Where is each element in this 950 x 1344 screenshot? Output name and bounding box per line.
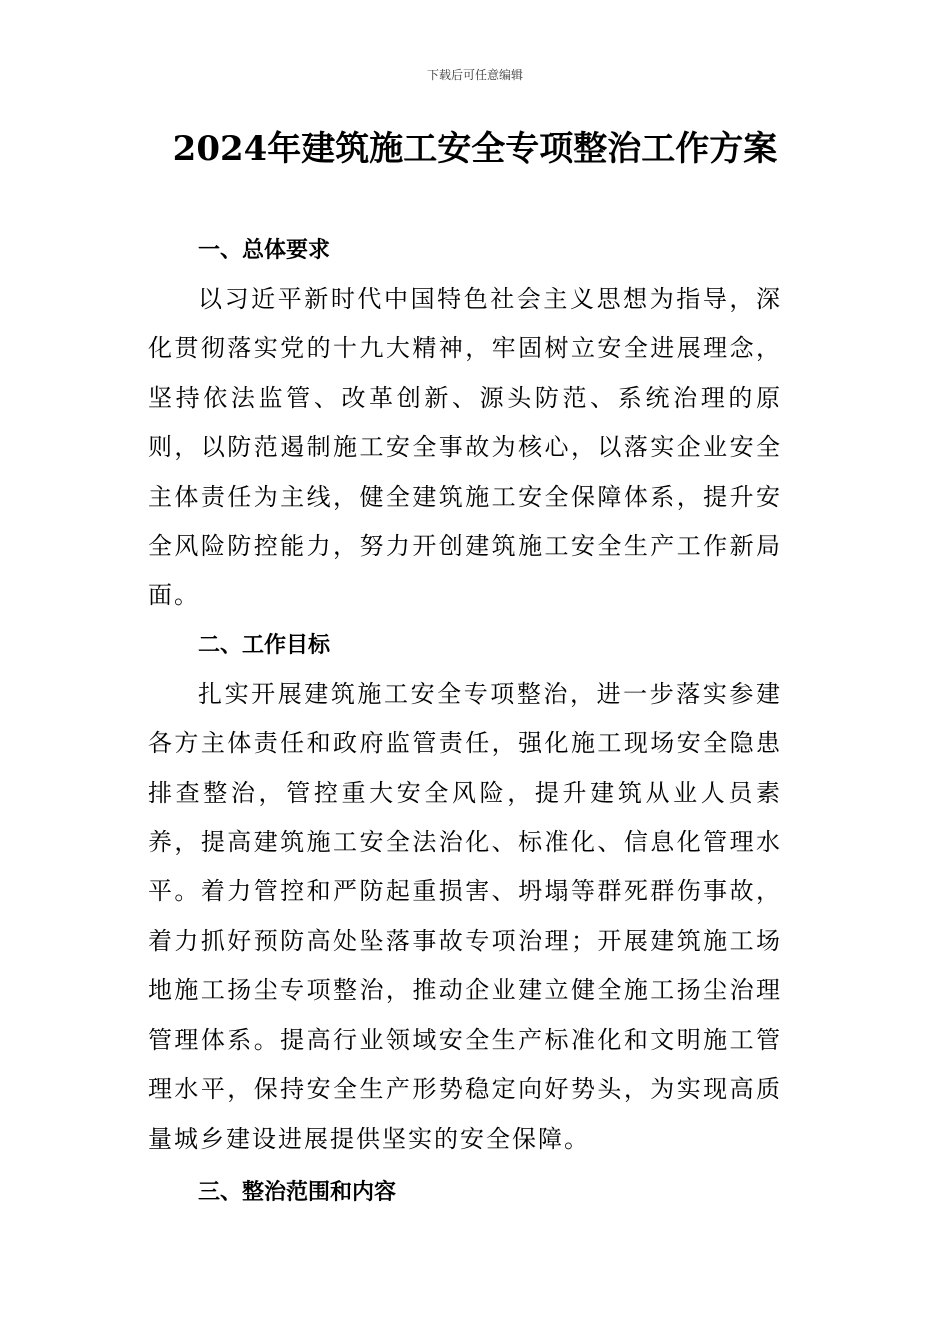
section-heading-scope-and-content: 三、整治范围和内容 — [198, 1179, 397, 1205]
paragraph-work-goals: 扎实开展建筑施工安全专项整治，进一步落实参建各方主体责任和政府监管责任，强化施工现场安全隐患排查整治，管控重大安全风险，提升建筑从业人员素养，提高建筑施工安全法治化、标准化、信息化管理水平。着力管控和严防起重损害、坍塌等群死群伤事故，着力抓好预防高处坠落事故专项治理；开展建筑施工场地施工扬尘专项整治，推动企业建立健全施工扬尘治理管理体系。提高行业领域安全生产标准化和文明施工管理水平，保持安全生产形势稳定向好势头，为实现高质量城乡建设进展提供坚实的安全保障。 — [148, 679, 782, 1153]
document-title: 2024年建筑施工安全专项整治工作方案 — [172, 129, 778, 169]
section-heading-work-goals: 二、工作目标 — [198, 632, 331, 658]
section-heading-general-requirements: 一、总体要求 — [198, 238, 331, 263]
document-body — [148, 226, 782, 1217]
header-note: 下载后可任意编辑 — [426, 68, 523, 82]
paragraph-general-requirements: 以习近平新时代中国特色社会主义思想为指导，深化贯彻落实党的十九大精神，牢固树立安全进展理念，坚持依法监管、改革创新、源头防范、系统治理的原则，以防范遏制施工安全事故为核心，以落实企业安全主体责任为主线，健全建筑施工安全保障体系，提升安全风险防控能力，努力开创建筑施工安全生产工作新局面。 — [148, 285, 782, 610]
